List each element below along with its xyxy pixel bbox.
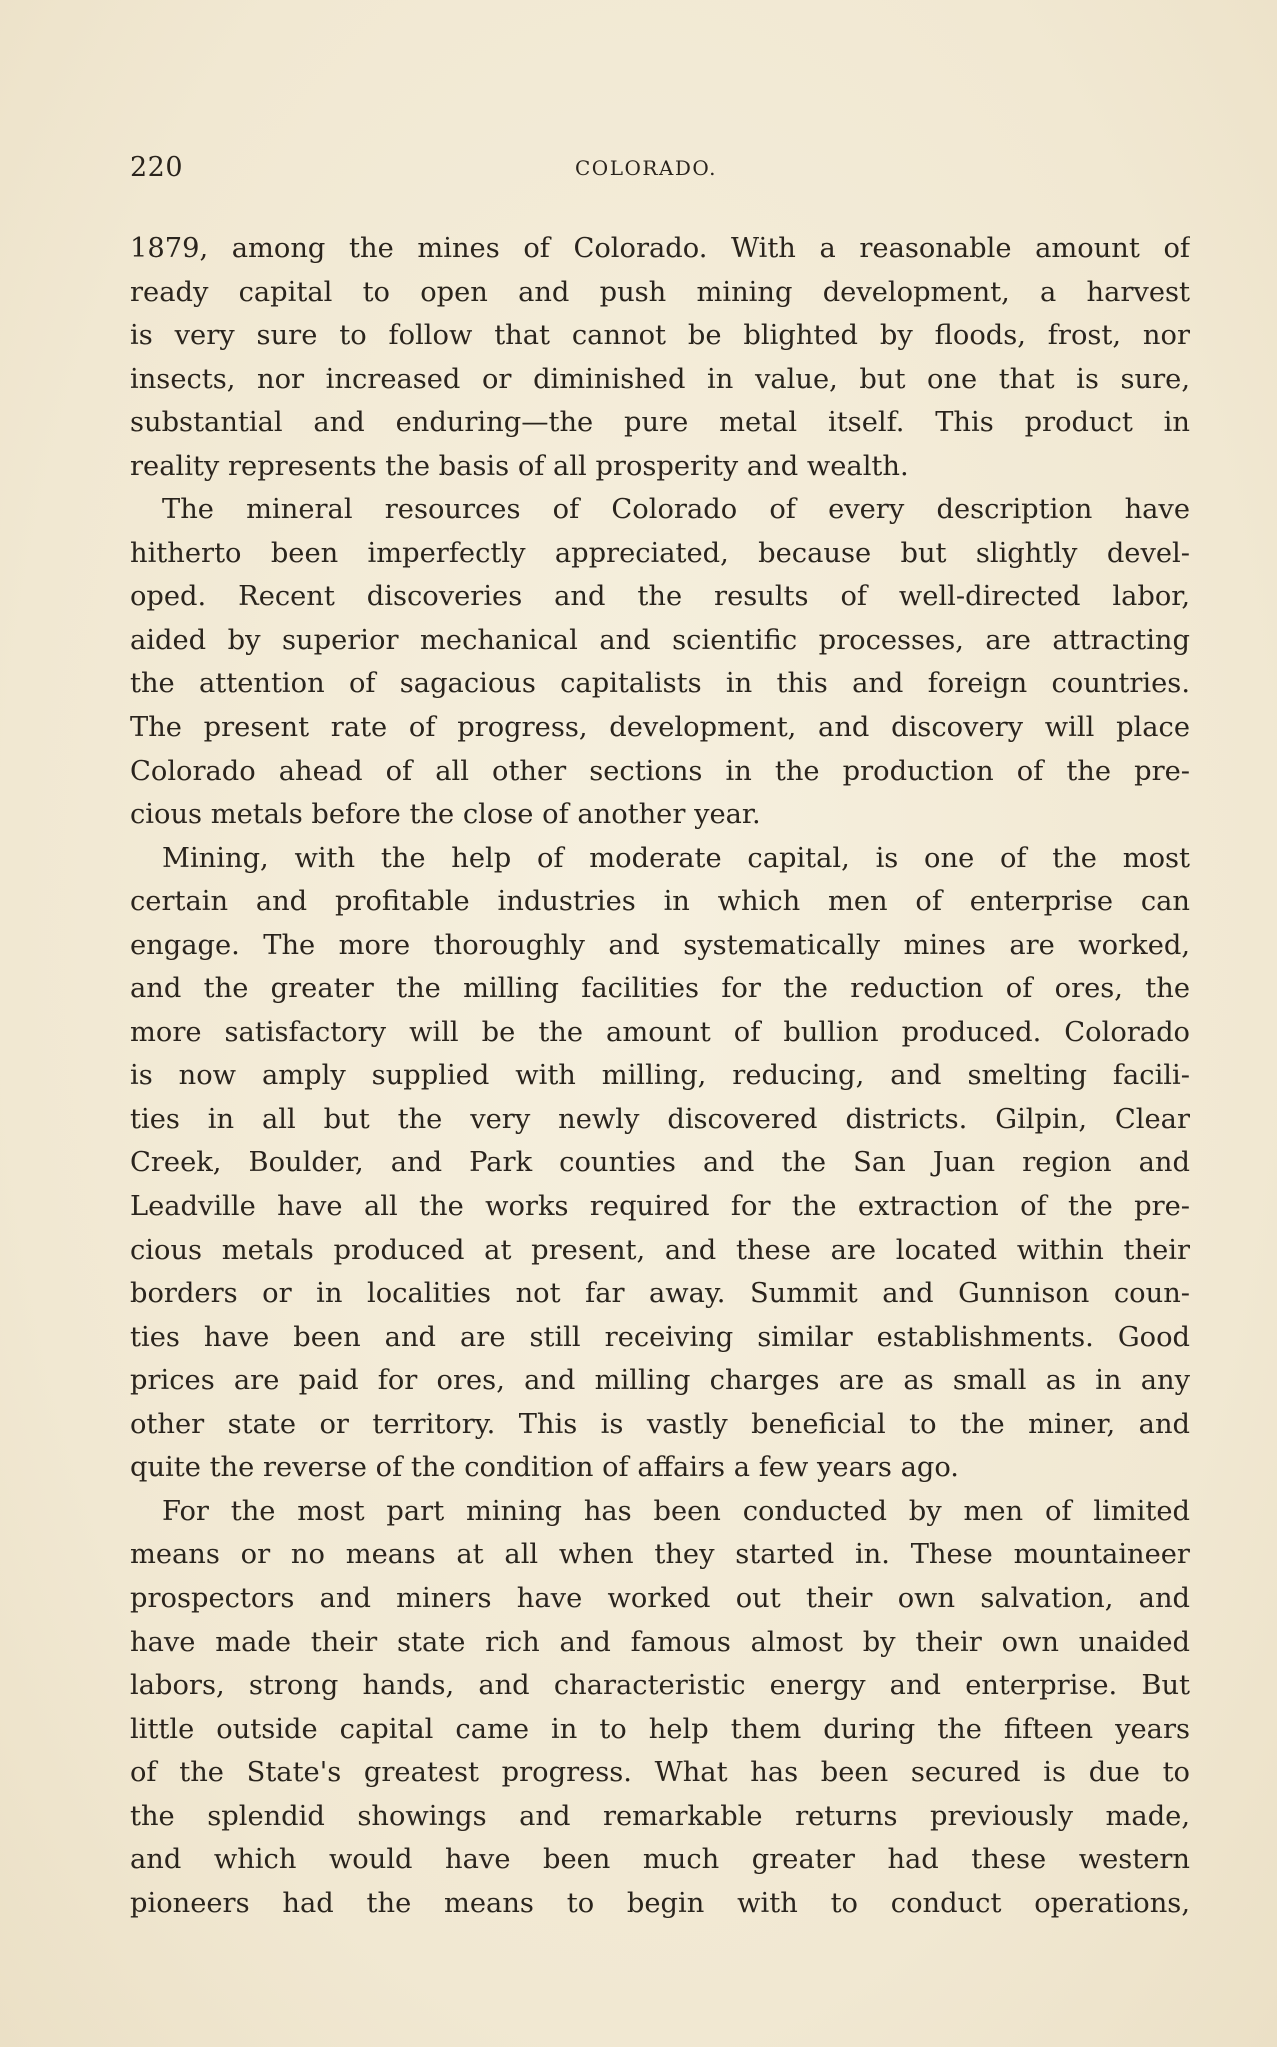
text-line: substantial and enduring—the pure metal itself. This product in xyxy=(130,407,1190,439)
text-line: and which would have been much greater had these western xyxy=(130,1844,1190,1876)
text-line: the attention of sagacious capitalists in this and foreign countries. xyxy=(130,668,1190,700)
text-line: prospectors and miners have worked out their own salvation, and xyxy=(130,1582,1190,1614)
body-text xyxy=(130,227,1190,1925)
text-line: Leadville have all the works required for the extraction of the pre- xyxy=(130,1191,1190,1223)
text-line: labors, strong hands, and characteristic energy and enterprise. But xyxy=(130,1670,1190,1702)
text-line: ties have been and are still receiving similar establishments. Good xyxy=(130,1321,1190,1353)
running-head: COLORADO. xyxy=(575,156,717,180)
text-line: The present rate of progress, development, and discovery will place xyxy=(130,712,1190,744)
text-line: borders or in localities not far away. Summit and Gunnison coun- xyxy=(130,1278,1190,1310)
text-line: Mining, with the help of moderate capital, is one of the most xyxy=(162,842,1190,874)
text-line: little outside capital came in to help them during the fifteen years xyxy=(130,1713,1190,1745)
text-line: cious metals before the close of another year. xyxy=(130,799,761,831)
text-line: pioneers had the means to begin with to conduct operations, xyxy=(130,1887,1190,1919)
text-line: Creek, Boulder, and Park counties and the San Juan region and xyxy=(130,1147,1190,1179)
text-line: 1879, among the mines of Colorado. With a reasonable amount of xyxy=(130,233,1190,264)
text-line: the splendid showings and remarkable returns previously made, xyxy=(130,1800,1190,1832)
text-line: more satisfactory will be the amount of bullion produced. Colorado xyxy=(130,1016,1190,1048)
text-line: aided by superior mechanical and scientific processes, are attracting xyxy=(130,624,1190,656)
text-line: engage. The more thoroughly and systematically mines are worked, xyxy=(130,929,1190,961)
text-line: means or no means at all when they started in. These mountaineer xyxy=(130,1539,1190,1571)
text-line: insects, nor increased or diminished in value, but one that is sure, xyxy=(130,363,1190,395)
text-line: have made their state rich and famous almost by their own unaided xyxy=(130,1626,1190,1658)
page-header xyxy=(130,152,1190,192)
text-line: cious metals produced at present, and these are located within their xyxy=(130,1234,1190,1266)
text-line: ties in all but the very newly discovered districts. Gilpin, Clear xyxy=(130,1103,1190,1135)
page-number: 220 xyxy=(130,152,184,183)
text-line: of the State's greatest progress. What has been secured is due to xyxy=(130,1757,1190,1789)
text-line: and the greater the milling facilities for the reduction of ores, the xyxy=(130,973,1190,1005)
text-line: is now amply supplied with milling, reducing, and smelting facili- xyxy=(130,1060,1190,1092)
text-line: quite the reverse of the condition of affairs a few years ago. xyxy=(130,1452,959,1484)
text-line: ready capital to open and push mining development, a harvest xyxy=(130,276,1190,308)
text-line: reality represents the basis of all prosperity and wealth. xyxy=(130,450,909,482)
text-line: The mineral resources of Colorado of every description have xyxy=(162,494,1190,526)
text-line: other state or territory. This is vastly beneficial to the miner, and xyxy=(130,1408,1190,1440)
text-line: is very sure to follow that cannot be blighted by floods, frost, nor xyxy=(130,320,1190,352)
text-line: prices are paid for ores, and milling charges are as small as in any xyxy=(130,1365,1190,1397)
text-line: For the most part mining has been conducted by men of limited xyxy=(162,1495,1190,1527)
text-line: oped. Recent discoveries and the results of well-directed labor, xyxy=(130,581,1190,613)
text-line: hitherto been imperfectly appreciated, because but slightly devel- xyxy=(130,537,1190,569)
text-line: certain and profitable industries in which men of enterprise can xyxy=(130,886,1190,918)
text-line: Colorado ahead of all other sections in the production of the pre- xyxy=(130,755,1190,787)
